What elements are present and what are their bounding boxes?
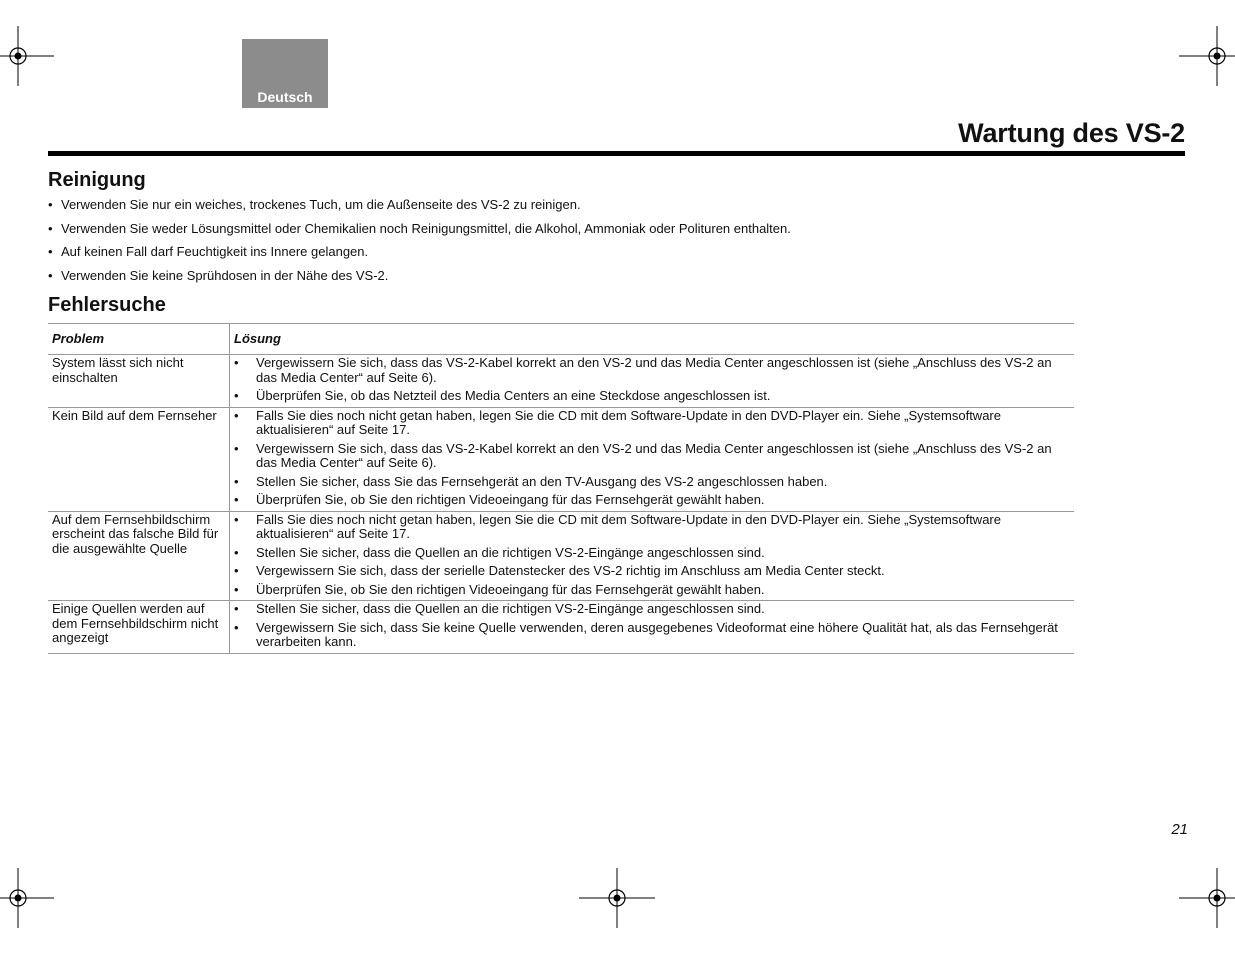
troubleshooting-table (48, 323, 1074, 654)
page-title: Wartung des VS-2 (958, 118, 1185, 148)
registration-mark-icon (1177, 16, 1235, 96)
solution-item: • Überprüfen Sie, ob Sie den richtigen Videoeingang für das Fernsehgerät gewählt haben. (234, 583, 1070, 598)
problem-cell: Auf dem Fernsehbildschirm erscheint das falsche Bild für die ausgewählte Quelle (48, 511, 230, 601)
list-item: • Verwenden Sie nur ein weiches, trockenes Tuch, um die Außenseite des VS-2 zu reinigen. (48, 197, 791, 221)
registration-mark-icon (577, 858, 657, 938)
table-header-row (48, 324, 1074, 355)
list-item: • Verwenden Sie weder Lösungsmittel oder Chemikalien noch Reinigungsmittel, die Alkohol, Ammoniak oder Polituren enthalten. (48, 221, 791, 245)
table-row (48, 407, 1074, 511)
solution-item: • Stellen Sie sicher, dass die Quellen an die richtigen VS-2-Eingänge angeschlossen sind. (234, 546, 1070, 561)
problem-cell: System lässt sich nicht einschalten (48, 355, 230, 408)
solution-item: • Stellen Sie sicher, dass die Quellen an die richtigen VS-2-Eingänge angeschlossen sind. (234, 602, 1070, 617)
solution-item: • Stellen Sie sicher, dass Sie das Fernsehgerät an den TV-Ausgang des VS-2 angeschlossen haben. (234, 475, 1070, 490)
page-number: 21 (1171, 821, 1188, 838)
solution-cell (230, 407, 1075, 511)
solution-cell (230, 511, 1075, 601)
registration-mark-icon (0, 16, 58, 96)
table-row (48, 601, 1074, 654)
cleaning-heading: Reinigung (48, 169, 146, 191)
problem-cell: Einige Quellen werden auf dem Fernsehbildschirm nicht angezeigt (48, 601, 230, 654)
column-header-problem: Problem (48, 324, 230, 355)
solution-cell (230, 355, 1075, 408)
table-row (48, 511, 1074, 601)
solution-cell (230, 601, 1075, 654)
table-row (48, 355, 1074, 408)
solution-item: • Falls Sie dies noch nicht getan haben, legen Sie die CD mit dem Software-Update in den DVD-Player ein. Siehe „Systemsoftware aktualisieren“ auf Seite 17. (234, 409, 1070, 438)
title-divider (48, 151, 1185, 156)
solution-item: • Vergewissern Sie sich, dass Sie keine Quelle verwenden, deren ausgegebenes Videoformat eine höhere Qualität hat, als das Fernsehgerät verarbeiten kann. (234, 621, 1070, 650)
registration-mark-icon (0, 858, 58, 938)
solution-item: • Überprüfen Sie, ob das Netzteil des Media Centers an eine Steckdose angeschlossen ist. (234, 389, 1070, 404)
column-header-solution: Lösung (230, 324, 1075, 355)
list-item: • Auf keinen Fall darf Feuchtigkeit ins Innere gelangen. (48, 244, 791, 268)
list-item: • Verwenden Sie keine Sprühdosen in der Nähe des VS-2. (48, 268, 791, 292)
troubleshooting-heading: Fehlersuche (48, 294, 166, 316)
problem-cell: Kein Bild auf dem Fernseher (48, 407, 230, 511)
cleaning-list (48, 197, 791, 291)
solution-item: • Vergewissern Sie sich, dass der serielle Datenstecker des VS-2 richtig im Anschluss am Media Center steckt. (234, 564, 1070, 579)
language-tab-label: Deutsch (257, 89, 313, 105)
solution-item: • Überprüfen Sie, ob Sie den richtigen Videoeingang für das Fernsehgerät gewählt haben. (234, 493, 1070, 508)
solution-item: • Vergewissern Sie sich, dass das VS-2-Kabel korrekt an den VS-2 und das Media Center angeschlossen ist (siehe „Anschluss des VS-2 an das Media Center“ auf Seite 6). (234, 442, 1070, 471)
solution-item: • Falls Sie dies noch nicht getan haben, legen Sie die CD mit dem Software-Update in den DVD-Player ein. Siehe „Systemsoftware aktualisieren“ auf Seite 17. (234, 513, 1070, 542)
solution-item: • Vergewissern Sie sich, dass das VS-2-Kabel korrekt an den VS-2 und das Media Center angeschlossen ist (siehe „Anschluss des VS-2 an das Media Center“ auf Seite 6). (234, 356, 1070, 385)
registration-mark-icon (1177, 858, 1235, 938)
language-tab (242, 39, 328, 108)
